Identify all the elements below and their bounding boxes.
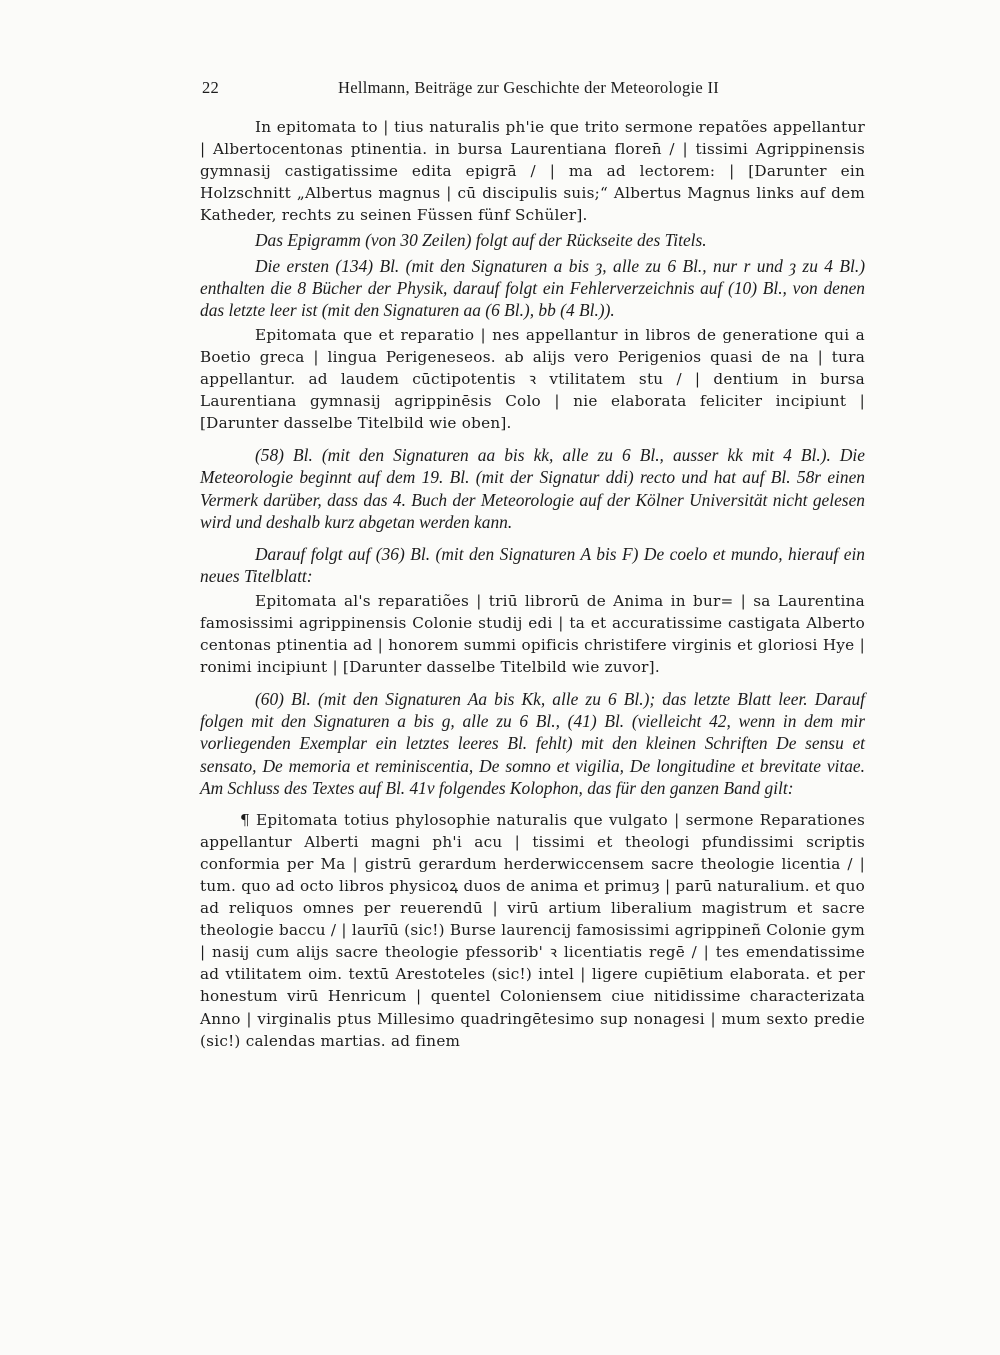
paragraph-physics-note: Die ersten (134) Bl. (mit den Signaturen a bis ȝ, alle zu 6 Bl., nur r und ȝ zu 4 Bl.) enthalten die 8 Bücher der Physik, darauf folgt ein Fehlerverzeichnis auf (10) Bl., von denen das letzte leer ist (mit den Signaturen aa (6 Bl.), bb (4 Bl.)).: [200, 255, 865, 320]
page-number: 22: [202, 78, 220, 97]
paragraph-meteorology-note: (58) Bl. (mit den Signaturen aa bis kk, alle zu 6 Bl., ausser kk mit 4 Bl.). Die Meteorologie beginnt auf dem 19. Bl. (mit der Signatur ddi) recto und hat auf Bl. 58r einen Vermerk darüber, dass das 4. Buch der Meteorologie auf der Kölner Universität nicht gelesen wird und deshalb kurz abgetan werden kann.: [200, 445, 865, 532]
running-title: Hellmann, Beiträge zur Geschichte der Meteorologie II: [338, 78, 720, 97]
paragraph-title-description-3: Epitomata al's reparatiões | triū librorū de Anima in bur= | sa Laurentina famosissimi agrippinensis Colonie studij edi | ta et accuratissime castigata Alberto centonas ptinentia ad | honorem summi opificis christifere virginis et gloriosi Hye | ronimi incipiunt | [Darunter dasselbe Titelbild wie zuvor].: [200, 591, 865, 677]
paragraph-small-writings-note: (60) Bl. (mit den Signaturen Aa bis Kk, alle zu 6 Bl.); das letzte Blatt leer. Darauf folgen mit den Signaturen a bis g, alle zu 6 Bl., (41) Bl. (vielleicht 42, wenn in dem mir vorliegenden Exemplar ein letztes leeres Bl. fehlt) mit den kleinen Schriften De sensu et sensato, De memoria et reminiscentia, De somno et vigilia, De longitudine et brevitate vitae. Am Schluss des Textes auf Bl. 41v folgendes Kolophon, das für den ganzen Band gilt:: [200, 689, 865, 798]
paragraph-colophon: ¶ Epitomata totius phylosophie naturalis que vulgato | sermone Reparationes appellantur Alberti magni ph'i acu | tissimi et theologi pfundissimi scriptis conformia per Ma | gistrū gerardum herderwiccensem sacre theologie licentia / | tum. quo ad octo libros physicoꝝ duos de anima et primuȝ | parū naturalium. et quo ad reliquos omnes per reuerendū | virū artium liberalium magistrum et sacre theologie baccu / | laurīū (sic!) Burse laurencij famosissimi agrippineñ Colonie gym | nasij cum alijs sacre theologie pfessorib' ꝛ licentiatis regē / | tes emendatissime ad vtilitatem oim. textū Arestoteles (sic!) intel | ligere cupiētium elaborata. et per honestum virū Henricum | quentel Coloniensem ciue nitidissime characterizata Anno | virginalis ptus Millesimo quadringētesimo sup nonagesi | mum sexto predie (sic!) calendas martias. ad finem: [200, 810, 865, 1050]
paragraph-title-description-2: Epitomata que et reparatio | nes appellantur in libros de generatione qui a Boetio greca | lingua Perigeneseos. ab alijs vero Perigenios quasi de na | tura appellantur. ad laudem cūctipotentis ꝛ vtilitatem stu / | dentium in bursa Laurentiana gymnasij agrippinēsis Colo | nie elaborata feliciter incipiunt | [Darunter dasselbe Titelbild wie oben].: [200, 325, 865, 433]
paragraph-epigram-note: Das Epigramm (von 30 Zeilen) folgt auf der Rückseite des Titels.: [255, 230, 707, 251]
page-body: [200, 116, 865, 1052]
page-header: [200, 78, 865, 102]
paragraph-title-description-1: In epitomata to | tius naturalis ph'ie que trito sermone repatões appellantur | Albertocentonas ptinentia. in bursa Laurentiana floren̄ / | tissimi Agrippinensis gymnasij castigatissime edita epigrā / | ma ad lectorem: | [Darunter ein Holzschnitt „Albertus magnus | cū discipulis suis;“ Albertus Magnus links auf dem Katheder, rechts zu seinen Füssen fünf Schüler].: [200, 118, 865, 225]
paragraph-de-coelo-note: Darauf folgt auf (36) Bl. (mit den Signaturen A bis F) De coelo et mundo, hierauf ein neues Titelblatt:: [200, 543, 865, 586]
